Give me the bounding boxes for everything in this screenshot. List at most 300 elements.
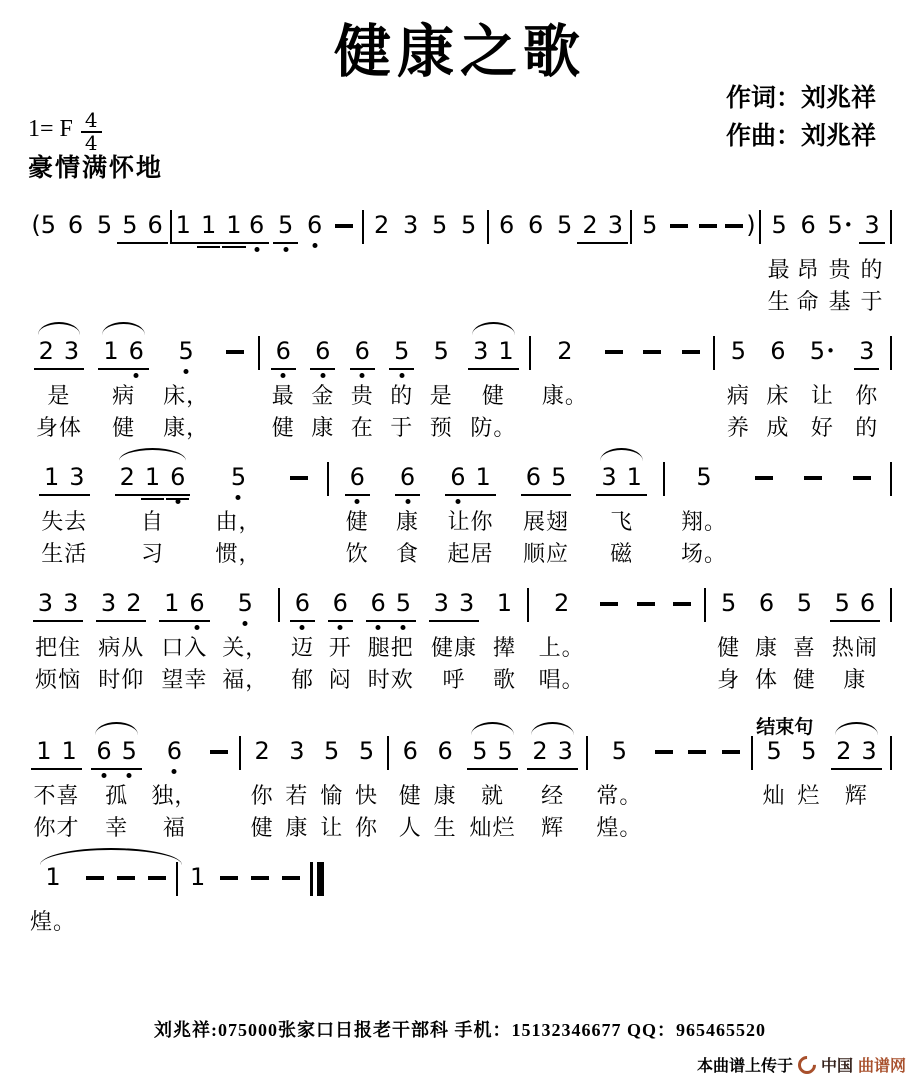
note-row	[552, 336, 577, 370]
beam-group	[467, 736, 518, 770]
duration-dash-group	[670, 588, 694, 606]
lyric-verse-1: 你	[855, 383, 879, 408]
note-row	[492, 588, 517, 622]
score-cell	[795, 736, 823, 844]
lyric-verse-1: 翔。	[680, 509, 727, 534]
duration-dash	[755, 476, 773, 480]
duration-dash	[804, 476, 822, 480]
note: 5	[233, 588, 258, 618]
duration-dash	[637, 602, 655, 606]
note-row	[445, 462, 496, 496]
beam-group	[427, 210, 452, 240]
beam-group	[233, 588, 258, 618]
note: 6	[67, 211, 84, 239]
beam-group	[549, 588, 574, 618]
duration-dash-group	[719, 736, 743, 754]
score-cell	[363, 588, 419, 696]
note-row	[328, 588, 353, 622]
note: 3	[69, 463, 85, 491]
score-cell	[30, 462, 99, 570]
lyric-verse-1: 关，	[222, 635, 269, 660]
note: 6	[437, 737, 453, 765]
score-cell	[83, 862, 107, 970]
note-row	[185, 862, 210, 896]
barline	[487, 210, 489, 244]
beam-group	[389, 336, 414, 370]
note-row	[719, 736, 743, 770]
note: 6	[345, 462, 370, 492]
beam-group	[527, 736, 578, 770]
time-signature-numerator: 4	[81, 110, 102, 133]
note-row	[521, 462, 572, 496]
note: 5	[324, 737, 340, 765]
beam-group	[226, 462, 251, 492]
duration-dash-group	[752, 462, 776, 480]
note-row	[114, 862, 138, 896]
note-row	[350, 336, 375, 370]
score-cell	[93, 588, 149, 696]
note: 5	[358, 737, 375, 765]
score-cell	[668, 210, 690, 318]
note: 1	[196, 210, 221, 240]
beam-group	[823, 210, 858, 240]
note: 5	[834, 589, 850, 617]
note-row	[366, 588, 417, 622]
score-cell	[466, 736, 519, 844]
note: 5	[720, 589, 737, 617]
note: 1	[45, 863, 61, 891]
score-cell	[122, 210, 162, 318]
score-cell	[217, 862, 241, 970]
barline	[362, 210, 364, 244]
note-row	[223, 336, 247, 370]
lyric-verse-2: 习	[141, 541, 165, 566]
score-cell	[325, 588, 356, 696]
lyric-verse-2: 生	[767, 289, 791, 314]
note-row	[467, 736, 518, 770]
note-row	[691, 462, 716, 496]
note: 6	[366, 588, 391, 618]
barline	[890, 588, 892, 622]
note-row	[271, 336, 296, 370]
beam-group	[830, 588, 881, 622]
note: 5	[122, 211, 138, 239]
lyric-verse-1: 康	[433, 783, 457, 808]
score-cell	[526, 736, 579, 844]
note-row	[39, 462, 90, 496]
duration-dash-group	[83, 862, 107, 880]
note-row	[685, 736, 709, 770]
note-row	[98, 336, 149, 370]
beam-group	[637, 210, 662, 240]
note: 3	[864, 211, 880, 239]
note: 2	[254, 737, 270, 765]
beam-group	[429, 336, 454, 366]
lyric-verse-2: 你	[354, 815, 378, 840]
note-row	[596, 462, 647, 496]
note: 2	[554, 589, 570, 617]
note: 1	[44, 463, 60, 491]
beam-group	[244, 210, 269, 244]
score-cell	[743, 462, 785, 570]
close-paren: )	[746, 211, 756, 239]
note-row	[796, 736, 821, 770]
score-cell	[436, 462, 505, 570]
beam-group	[456, 210, 481, 240]
lyric-verse-2: 体	[754, 667, 778, 692]
note: 5	[273, 210, 298, 240]
music-system	[30, 194, 892, 318]
lyric-verse-2: 防。	[470, 415, 517, 440]
lyric-verse-1: 喜	[792, 635, 816, 660]
score-cell	[458, 210, 480, 318]
watermark	[697, 1053, 906, 1076]
note-row	[248, 862, 272, 896]
note: 6	[271, 336, 296, 366]
lyric-verse-2: 惯，	[215, 541, 262, 566]
note-row	[831, 736, 882, 770]
duration-dash	[148, 876, 166, 880]
note-row	[249, 736, 274, 770]
note: 3	[289, 737, 305, 765]
slur	[102, 322, 145, 335]
beam-group	[859, 210, 884, 244]
note: 5	[497, 737, 513, 765]
beam-group	[34, 336, 85, 370]
note: 3	[859, 337, 875, 365]
lyric-verse-1: 把住	[35, 635, 82, 660]
score-cell	[651, 736, 678, 844]
note: 3	[63, 337, 80, 365]
note: 1	[475, 463, 491, 491]
note-row	[796, 210, 821, 244]
note: 5	[551, 463, 567, 491]
lyric-verse-1: 常。	[596, 783, 643, 808]
music-system	[30, 446, 892, 570]
barline	[529, 336, 531, 370]
note: 6	[124, 336, 149, 366]
beam-group	[796, 736, 821, 766]
note-row	[427, 210, 452, 244]
lyric-verse-2: 预	[429, 415, 453, 440]
beam-group	[63, 210, 88, 240]
lyric-verse-2: 烦恼	[35, 667, 82, 692]
note: 5	[117, 736, 142, 766]
note-row	[640, 336, 664, 370]
duration-dash-group	[679, 336, 703, 354]
note: 2	[557, 337, 573, 365]
score-cell	[333, 210, 355, 318]
note: 6	[244, 210, 269, 240]
beam-group	[171, 210, 247, 244]
note-row	[854, 336, 879, 370]
lyric-verse-2: 健	[792, 667, 816, 692]
note: 6	[445, 462, 470, 492]
lyric-verse-1: 康	[396, 509, 420, 534]
duration-dash-group	[652, 736, 676, 754]
note: 5	[174, 336, 199, 366]
duration-dash	[210, 750, 228, 754]
note-row	[233, 588, 258, 622]
note-row	[801, 462, 825, 496]
duration-dash-group	[223, 336, 247, 354]
note-row	[823, 210, 858, 244]
lyric-verse-1: 快	[354, 783, 378, 808]
beam-group	[492, 588, 517, 618]
score-cell	[762, 336, 795, 444]
lyric-verse-1: 愉	[320, 783, 344, 808]
score-cell	[554, 210, 576, 318]
lyric-verse-2: 身体	[35, 415, 82, 440]
score-cell	[246, 210, 268, 318]
lyric-verse-2: 歌	[492, 667, 516, 692]
score-cell	[30, 210, 57, 318]
lyric-verse-2: 康	[843, 667, 867, 692]
note: 6	[350, 336, 375, 366]
beam-group	[162, 736, 187, 766]
duration-dash-group	[248, 862, 272, 880]
score-cell	[536, 588, 588, 696]
barline	[258, 336, 260, 370]
duration-dash	[282, 876, 300, 880]
beam-group	[249, 736, 274, 766]
note-row	[34, 336, 85, 370]
barline	[704, 588, 706, 622]
note-row	[432, 736, 457, 770]
lyric-verse-1: 让你	[447, 509, 494, 534]
score-cell	[220, 336, 251, 444]
lyric-verse-1: 健	[717, 635, 741, 660]
barline	[890, 736, 892, 770]
note: 3	[458, 589, 475, 617]
beam-group	[98, 336, 149, 370]
note: 6	[328, 588, 353, 618]
beam-group	[854, 336, 879, 370]
score-cell	[145, 862, 169, 970]
beam-group	[767, 210, 792, 240]
time-signature-denominator: 4	[84, 131, 98, 155]
lyric-verse-1: 迈	[290, 635, 314, 660]
score-cell	[583, 210, 623, 318]
lyric-verse-1: 你	[250, 783, 274, 808]
lyric-verse-1: 灿	[762, 783, 786, 808]
beam-group	[395, 462, 420, 496]
score-cell	[672, 462, 736, 570]
score-cell	[371, 210, 393, 318]
score-cell	[279, 862, 303, 970]
lyric-verse-2: 福	[162, 815, 186, 840]
note: 1	[498, 337, 514, 365]
note: 3	[100, 589, 117, 617]
duration-dash-group	[207, 736, 231, 754]
note-row	[398, 210, 423, 244]
note: 6	[859, 589, 876, 617]
contact-line: 刘兆祥:075000张家口日报老干部科 手机：15132346677 QQ：965465520	[154, 1020, 766, 1040]
lyric-verse-2: 健	[250, 815, 274, 840]
note: 6	[147, 211, 163, 239]
beam-group	[319, 736, 344, 766]
note-row	[765, 336, 790, 370]
beam-group	[354, 736, 379, 766]
lyric-verse-2: 辉	[541, 815, 565, 840]
lyric-verse-2: 命	[796, 289, 820, 314]
note-row	[752, 462, 776, 496]
beam-group	[726, 336, 751, 366]
lyric-verse-2: 饮	[345, 541, 369, 566]
lyric-verse-1: 烂	[797, 783, 821, 808]
music-system	[30, 572, 892, 696]
lyric-verse-1: 让	[810, 383, 834, 408]
note: 5	[461, 211, 477, 239]
duration-dash	[725, 224, 743, 228]
note: 3	[473, 337, 489, 365]
lyric-verse-2: 养	[726, 415, 750, 440]
lyric-verse-1: 口入	[161, 635, 208, 660]
note: 5	[801, 737, 817, 765]
lyric-verse-1: 贵	[828, 257, 852, 282]
duration-dash	[699, 224, 717, 228]
barline	[239, 736, 241, 770]
barline	[663, 462, 665, 496]
duration-dash	[220, 876, 238, 880]
note-row	[761, 736, 786, 770]
lyric-verse-2: 生	[433, 815, 457, 840]
duration-dash	[670, 224, 688, 228]
barline	[176, 862, 178, 896]
beam-group	[40, 862, 65, 892]
score-cell	[219, 588, 271, 696]
score-cell	[512, 462, 581, 570]
score-cell	[318, 736, 346, 844]
lyric-verse-1: 就	[481, 783, 505, 808]
lyric-verse-1: 最	[271, 383, 295, 408]
key-label: 1= F	[28, 116, 73, 142]
score-cell	[30, 736, 83, 844]
score-cell	[90, 736, 143, 844]
beam-group	[92, 210, 117, 240]
note: 3	[37, 589, 54, 617]
note: 2	[126, 589, 142, 617]
note: 5	[730, 337, 747, 365]
lyric-verse-1: 不喜	[33, 783, 80, 808]
duration-dash-group	[685, 736, 709, 754]
note-row	[722, 210, 755, 244]
beam-group	[523, 210, 548, 240]
score-cell	[826, 210, 854, 318]
score-cell	[248, 862, 272, 970]
note-row	[637, 210, 662, 244]
note-row	[859, 210, 884, 244]
augmentation-dot: •	[843, 216, 853, 234]
note-row	[429, 336, 454, 370]
duration-dash-group	[667, 210, 691, 228]
lyric-verse-2: 康	[311, 415, 335, 440]
ending-label: 结束句	[756, 717, 814, 738]
score-cell	[668, 588, 698, 696]
lyric-verse-1: 孤	[105, 783, 129, 808]
slur	[119, 448, 187, 461]
lyric-verse-2: 望幸	[161, 667, 208, 692]
duration-dash	[86, 876, 104, 880]
lyric-verse-2: 呼	[442, 667, 466, 692]
score-cell	[637, 336, 668, 444]
note-row	[217, 862, 241, 896]
note: 5	[642, 211, 658, 239]
beam-group	[290, 588, 315, 622]
note: 1	[36, 737, 52, 765]
note: 6	[758, 589, 775, 617]
beam-group	[577, 210, 628, 244]
barline	[751, 736, 753, 770]
duration-dash	[853, 476, 871, 480]
lyric-verse-2: 于	[390, 415, 414, 440]
barline	[890, 210, 892, 244]
final-barline-thick	[317, 862, 324, 896]
beam-group	[174, 336, 199, 366]
music-system	[30, 320, 892, 444]
note-row	[468, 336, 519, 370]
note-row	[830, 588, 881, 622]
score-cell	[175, 210, 242, 318]
note-row	[83, 862, 107, 896]
lyric-verse-2: 福，	[222, 667, 269, 692]
score-cell	[587, 462, 656, 570]
note-row	[162, 736, 187, 770]
beam-group	[521, 462, 572, 496]
score-cell	[713, 588, 744, 696]
note: 6	[162, 736, 187, 766]
lyric-verse-2: 磁	[610, 541, 634, 566]
duration-dash	[688, 750, 706, 754]
barline	[630, 210, 632, 244]
site-name-red: 曲谱网	[857, 1058, 906, 1075]
note: 5	[389, 336, 414, 366]
score-cell	[465, 336, 523, 444]
note-row	[527, 736, 578, 770]
lyric-verse-2: 健	[271, 415, 295, 440]
beam-group	[607, 736, 632, 766]
lyric-verse-1: 床，	[163, 383, 210, 408]
beam-group	[33, 588, 84, 622]
score-cell	[830, 736, 883, 844]
note-row	[792, 588, 817, 622]
note-row	[92, 210, 117, 244]
note: 5	[557, 211, 573, 239]
lyric-verse-1: 最	[767, 257, 791, 282]
lyric-verse-1: 健	[481, 383, 505, 408]
barline	[278, 588, 280, 622]
duration-dash-group	[287, 462, 311, 480]
note: 1	[221, 210, 246, 240]
score-cell	[538, 336, 591, 444]
note: 6	[184, 588, 209, 618]
note-row	[634, 588, 658, 622]
note-row	[670, 588, 694, 622]
duration-dash-group	[597, 588, 621, 606]
note: 3	[607, 211, 623, 239]
note: 2	[38, 337, 54, 365]
note-row	[244, 210, 269, 244]
lyric-verse-2: 食	[396, 541, 420, 566]
score-cell	[718, 736, 745, 844]
note: 6	[310, 336, 335, 366]
score-cell	[304, 210, 326, 318]
lyric-verse-2: 基	[828, 289, 852, 314]
lyric-verse-2: 幸	[105, 815, 129, 840]
note-row	[456, 210, 481, 244]
note-row	[523, 210, 548, 244]
note: 2	[119, 463, 135, 491]
